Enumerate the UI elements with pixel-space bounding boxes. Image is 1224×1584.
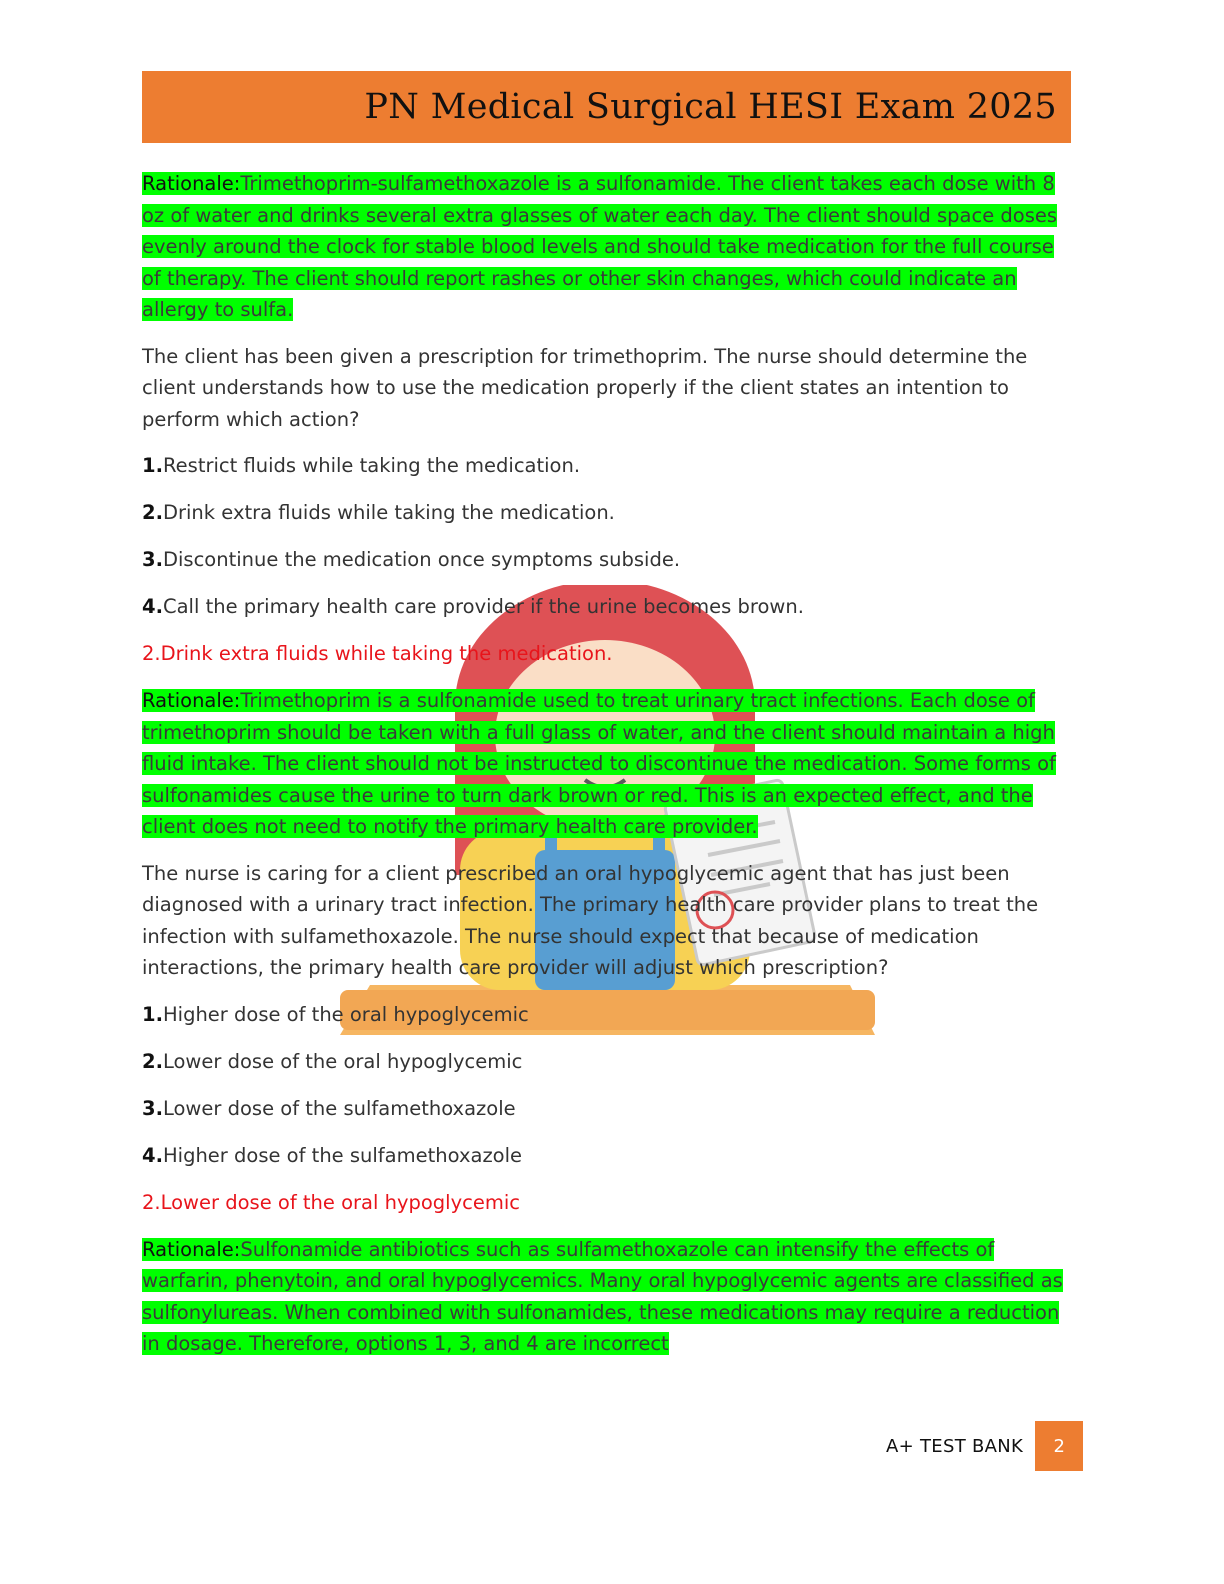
page-title: PN Medical Surgical HESI Exam 2025	[364, 87, 1057, 127]
answer-option	[142, 999, 1072, 1031]
option-number: 1.	[142, 1002, 163, 1026]
document-body	[142, 168, 1072, 1375]
option-number: 4.	[142, 595, 163, 618]
question-text: The nurse is caring for a client prescribed an oral hypoglycemic agent that has just been diagnosed with a urinary tract infection. The primary health care provider plans to treat the infection with sulfamethoxazole. The nurse should expect that because of medication interactions, the primary health care provider will adjust which prescription?	[142, 861, 1039, 979]
answer-option	[142, 591, 1072, 623]
answer-option	[142, 450, 1072, 482]
option-text: Discontinue the medication once symptoms subside.	[162, 548, 681, 571]
page-header	[142, 71, 1071, 143]
rationale-paragraph	[142, 168, 1072, 326]
rationale-paragraph	[142, 685, 1072, 843]
page-number: 2	[1035, 1421, 1083, 1471]
correct-answer	[142, 638, 1072, 670]
answer-option	[142, 1140, 1072, 1172]
rationale-paragraph	[142, 1234, 1072, 1360]
correct-answer-number: 2.	[142, 1190, 161, 1214]
footer-label: A+ TEST BANK	[886, 1435, 1024, 1457]
rationale-label: Rationale:	[142, 1237, 241, 1261]
option-text: Lower dose of the oral hypoglycemic	[162, 1049, 523, 1073]
option-number: 3.	[142, 1096, 163, 1120]
option-text: Drink extra fluids while taking the medication.	[162, 501, 615, 524]
answer-option	[142, 1046, 1072, 1078]
rationale-label: Rationale:	[142, 172, 241, 195]
answer-option	[142, 544, 1072, 576]
correct-answer-number: 2.	[142, 642, 161, 665]
option-number: 1.	[142, 454, 163, 477]
option-text: Higher dose of the sulfamethoxazole	[162, 1143, 523, 1167]
option-number: 4.	[142, 1143, 163, 1167]
rationale-text: Trimethoprim-sulfamethoxazole is a sulfonamide. The client takes each dose with 8 oz of water and drinks several extra glasses of water each day. The client should space doses evenly around the clock for stable blood levels and should take medication for the full course of therapy. The client should report rashes or other skin changes, which could indicate an allergy to sulfa.	[142, 172, 1058, 321]
option-number: 3.	[142, 548, 163, 571]
page-footer	[886, 1421, 1083, 1471]
rationale-label: Rationale:	[142, 689, 241, 712]
option-text: Call the primary health care provider if the urine becomes brown.	[162, 595, 804, 618]
option-text: Restrict fluids while taking the medication.	[162, 454, 581, 477]
option-text: Lower dose of the sulfamethoxazole	[162, 1096, 516, 1120]
option-number: 2.	[142, 501, 163, 524]
option-text: Higher dose of the oral hypoglycemic	[162, 1002, 529, 1026]
rationale-text: Trimethoprim is a sulfonamide used to treat urinary tract infections. Each dose of trimethoprim should be taken with a full glass of water, and the client should maintain a high fluid intake. The client should not be instructed to discontinue the medication. Some forms of sulfonamides cause the urine to turn dark brown or red. This is an expected effect, and the client does not need to notify the primary health care provider.	[142, 689, 1056, 838]
answer-option	[142, 1093, 1072, 1125]
question-text: The client has been given a prescription for trimethoprim. The nurse should determine the client understands how to use the medication properly if the client states an intention to perform which action?	[142, 344, 1028, 431]
correct-answer-text: Drink extra fluids while taking the medication.	[160, 642, 613, 665]
answer-option	[142, 497, 1072, 529]
correct-answer-text: Lower dose of the oral hypoglycemic	[160, 1190, 520, 1214]
option-number: 2.	[142, 1049, 163, 1073]
correct-answer	[142, 1187, 1072, 1219]
rationale-text: Sulfonamide antibiotics such as sulfamethoxazole can intensify the effects of warfarin, phenytoin, and oral hypoglycemics. Many oral hypoglycemic agents are classified as sulfonylureas. When combined with sulfonamides, these medications may require a reduction in dosage. Therefore, options 1, 3, and 4 are incorrect	[142, 1237, 1063, 1355]
